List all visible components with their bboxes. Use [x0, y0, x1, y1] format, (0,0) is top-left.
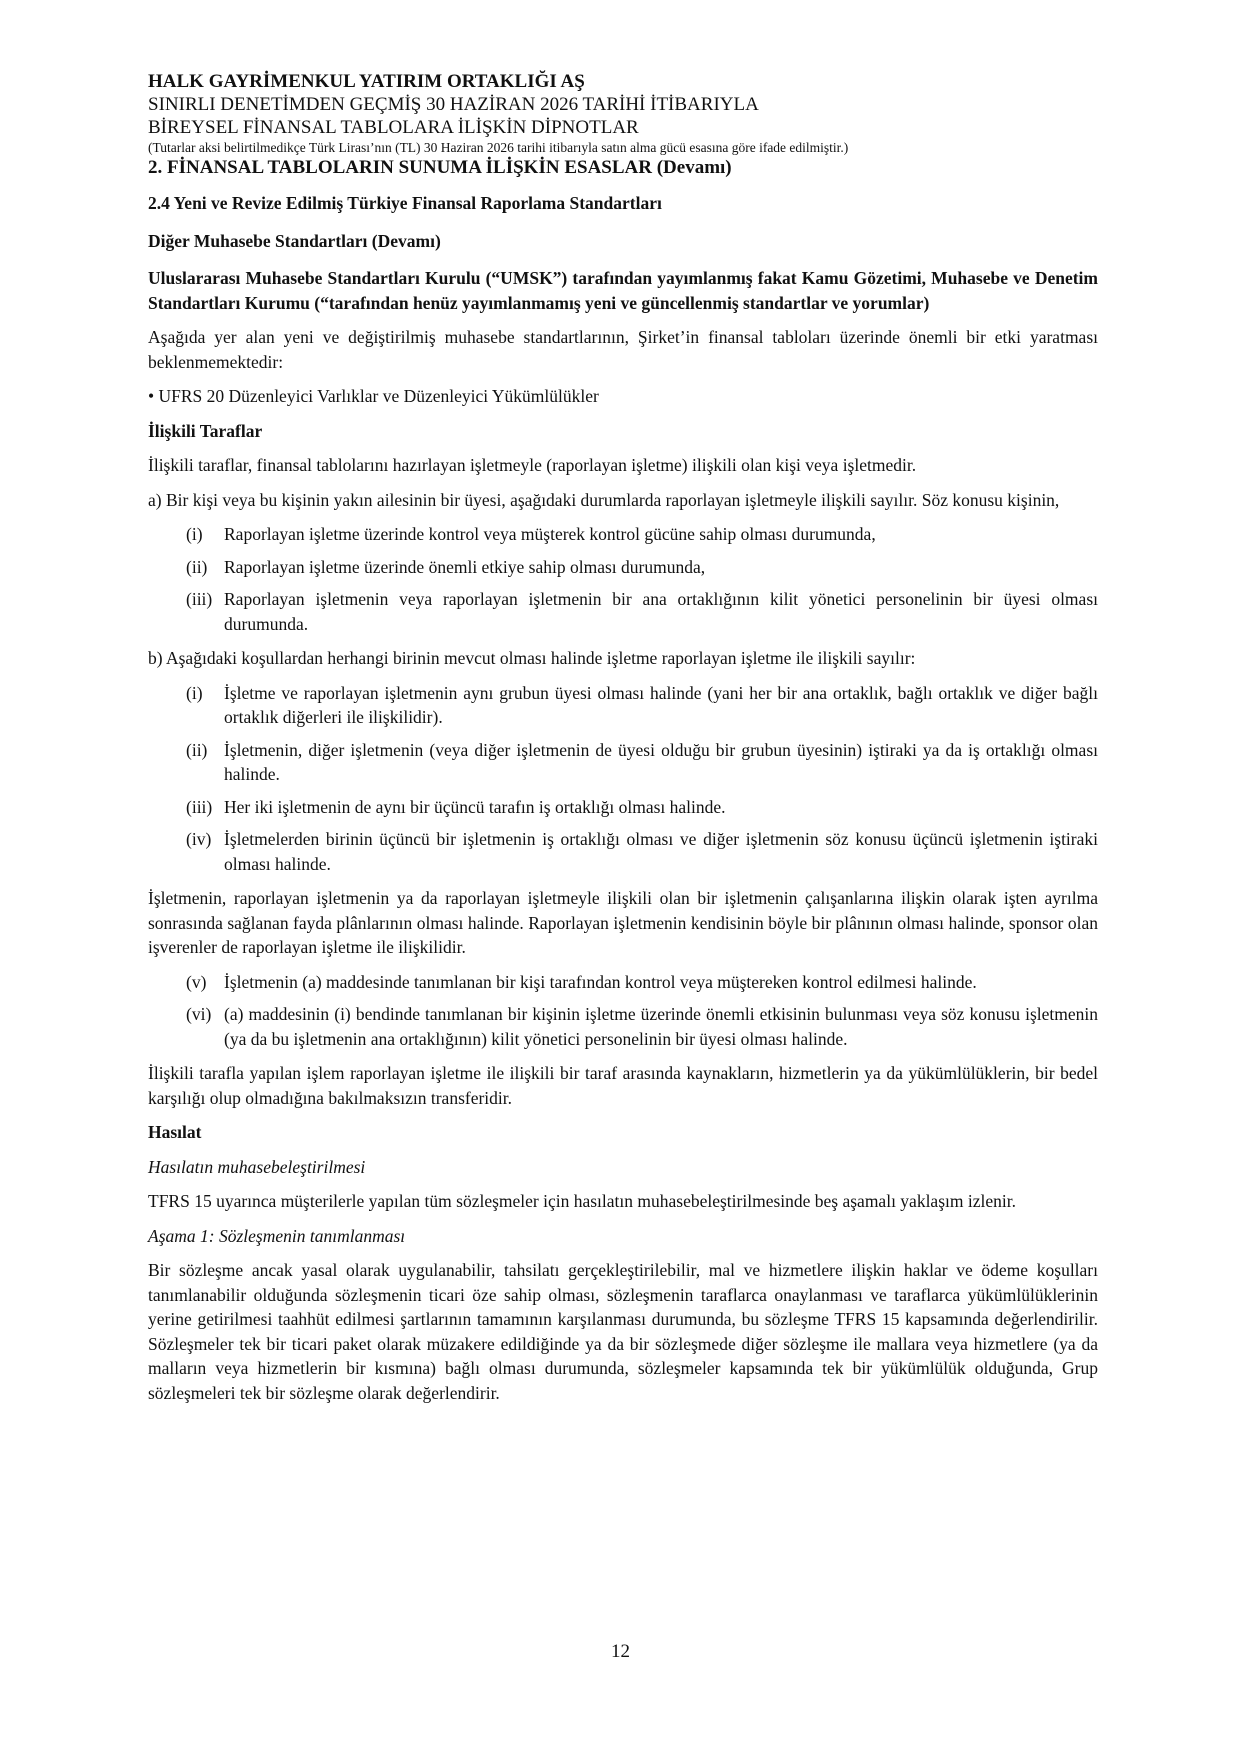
- revenue-subheading: Hasılatın muhasebeleştirilmesi: [148, 1156, 366, 1177]
- company-name: HALK GAYRİMENKUL YATIRIM ORTAKLIĞI AŞ: [148, 71, 585, 92]
- list-item: [148, 522, 1098, 547]
- list-marker: (iii): [186, 796, 213, 817]
- report-title: SINIRLI DENETİMDEN GEÇMİŞ 30 HAZİRAN 2026 TARİHİ İTİBARIYLA: [148, 94, 759, 115]
- subsection-subtitle: Diğer Muhasebe Standartları (Devamı): [148, 230, 441, 251]
- list-item-text: Her iki işletmenin de aynı bir üçüncü tarafın iş ortaklığı olması halinde.: [224, 796, 726, 817]
- list-marker: (ii): [186, 556, 208, 577]
- list-item: [148, 827, 1098, 876]
- list-item-text: İşletmenin, diğer işletmenin (veya diğer işletmenin de üyesi olduğu bir grubun üyesinin) iştiraki ya da iş ortaklığı olması halinde.: [224, 739, 1098, 784]
- list-item-text: İşletmelerden birinin üçüncü bir işletmenin iş ortaklığı olması ve diğer işletmenin söz konusu üçüncü işletmenin iştiraki olması halinde.: [224, 829, 1098, 874]
- revenue-contract-paragraph: Bir sözleşme ancak yasal olarak uygulanabilir, tahsilatı gerçekleştirilebilir, mal ve hizmetlere ilişkin haklar ve ödeme koşulları tanımlanabilir olduğunda sözleşmenin ticari öze sahip olması, sözleşmenin taraflarca onaylanması ve taraflarca yükümlülüklerinin yerine getirilmesi taahhüt edilmesi şartlarının tamamının karşılanması durumunda, bu sözleşme TFRS 15 kapsamında değerlendirilir. Sözleşmeler tek bir ticari paket olarak müzakere edildiğinde ya da bir sözleşmede diğer sözleşme ile mallara veya hizmetlere (ya da malların veya hizmetlerin bir kısmına) bağlı olması durumunda, sözleşmeler kapsamında tek bir yükümlülük olduğunda, Grup sözleşmeleri tek bir sözleşme olarak değerlendirir.: [148, 1260, 1098, 1403]
- standards-intro: Aşağıda yer alan yeni ve değiştirilmiş muhasebe standartlarının, Şirket’in finansal tabloları üzerinde önemli bir etki yaratması beklenmemektedir:: [148, 327, 1098, 372]
- currency-note: (Tutarlar aksi belirtilmedikçe Türk Lirası’nın (TL) 30 Haziran 2026 tarihi itibarıyla satın alma gücü esasına göre ifade edilmiştir.): [148, 140, 849, 155]
- related-a-intro: a) Bir kişi veya bu kişinin yakın ailesinin bir üyesi, aşağıdaki durumlarda raporlayan işletmeyle ilişkili sayılır. Söz konusu kişinin,: [148, 489, 1060, 510]
- umsk-heading: Uluslararası Muhasebe Standartları Kurulu (“UMSK”) tarafından yayımlanmış fakat Kamu Gözetimi, Muhasebe ve Denetim Standartları Kurumu (“tarafından henüz yayımlanmamış yeni ve güncellenmiş standartlar ve yorumlar): [148, 268, 1098, 313]
- list-item-text: İşletmenin (a) maddesinde tanımlanan bir kişi tarafından kontrol veya müştereken kontrol edilmesi halinde.: [224, 971, 977, 992]
- list-item: [148, 795, 1098, 820]
- page-number: 12: [611, 1641, 630, 1662]
- list-item-text: Raporlayan işletme üzerinde önemli etkiye sahip olması durumunda,: [224, 556, 706, 577]
- revenue-step1-heading: Aşama 1: Sözleşmenin tanımlanması: [148, 1225, 406, 1246]
- related-parties-heading: İlişkili Taraflar: [148, 420, 263, 441]
- related-transaction-paragraph: İlişkili tarafla yapılan işlem raporlayan işletme ile ilişkili bir taraf arasında kaynakların, hizmetlerin ya da yükümlülüklerin, bir bedel karşılığı olup olmadığına bakılmaksızın transferidir.: [148, 1063, 1098, 1108]
- standards-bullet: • UFRS 20 Düzenleyici Varlıklar ve Düzenleyici Yükümlülükler: [148, 386, 599, 406]
- list-marker: (iii): [186, 589, 213, 609]
- related-b-intro: b) Aşağıdaki koşullardan herhangi birinin mevcut olması halinde işletme raporlayan işletme ile ilişkili sayılır:: [148, 648, 916, 668]
- report-subtitle: BİREYSEL FİNANSAL TABLOLARA İLİŞKİN DİPNOTLAR: [148, 117, 639, 138]
- list-item-text: Raporlayan işletmenin veya raporlayan işletmenin bir ana ortaklığının kilit yönetici personelinin bir üyesi olması durumunda.: [224, 589, 1098, 634]
- related-c-list: [148, 970, 1098, 1052]
- list-marker: (v): [186, 971, 207, 992]
- list-marker: (i): [186, 682, 203, 703]
- list-item: [148, 970, 1098, 995]
- list-item-text: Raporlayan işletme üzerinde kontrol veya müşterek kontrol gücüne sahip olması durumunda,: [224, 524, 876, 544]
- list-item-text: (a) maddesinin (i) bendinde tanımlanan bir kişinin işletme üzerinde önemli etkisinin bulunması veya söz konusu işletmenin (ya da bu işletmenin ana ortaklığının) kilit yönetici personelinin bir üyesi olması halinde.: [224, 1004, 1098, 1049]
- list-item: [148, 681, 1098, 730]
- list-item: [148, 587, 1098, 636]
- page-content: [148, 70, 1098, 1405]
- related-b-list: [148, 681, 1098, 877]
- list-marker: (i): [186, 524, 203, 544]
- list-marker: (vi): [186, 1004, 212, 1024]
- subsection-title: 2.4 Yeni ve Revize Edilmiş Türkiye Finansal Raporlama Standartları: [148, 193, 662, 213]
- list-item: [148, 738, 1098, 787]
- related-a-list: [148, 522, 1098, 636]
- revenue-heading: Hasılat: [148, 1122, 202, 1142]
- section-heading: 2. FİNANSAL TABLOLARIN SUNUMA İLİŞKİN ESASLAR (Devamı): [148, 157, 732, 178]
- list-marker: (ii): [186, 739, 208, 760]
- benefit-plan-paragraph: İşletmenin, raporlayan işletmenin ya da raporlayan işletmeyle ilişkili olan bir işletmenin çalışanlarına ilişkin olarak işten ayrılma sonrasında sağlanan fayda plânlarının olması halinde. Raporlayan işletmenin kendisinin böyle bir plânının olması halinde, sponsor olan işverenler de raporlayan işletme ile ilişkilidir.: [148, 888, 1098, 957]
- revenue-approach-paragraph: TFRS 15 uyarınca müşterilerle yapılan tüm sözleşmeler için hasılatın muhasebeleştirilmesinde beş aşamalı yaklaşım izlenir.: [148, 1191, 1016, 1211]
- list-item-text: İşletme ve raporlayan işletmenin aynı grubun üyesi olması halinde (yani her bir ana ortaklık, bağlı ortaklık ve diğer bağlı ortaklık diğerleri ile ilişkilidir).: [224, 682, 1098, 727]
- list-item: [148, 1002, 1098, 1051]
- list-item: [148, 555, 1098, 580]
- list-marker: (iv): [186, 829, 212, 849]
- related-parties-definition: İlişkili taraflar, finansal tablolarını hazırlayan işletmeyle (raporlayan işletme) ilişkili olan kişi veya işletmedir.: [148, 455, 917, 475]
